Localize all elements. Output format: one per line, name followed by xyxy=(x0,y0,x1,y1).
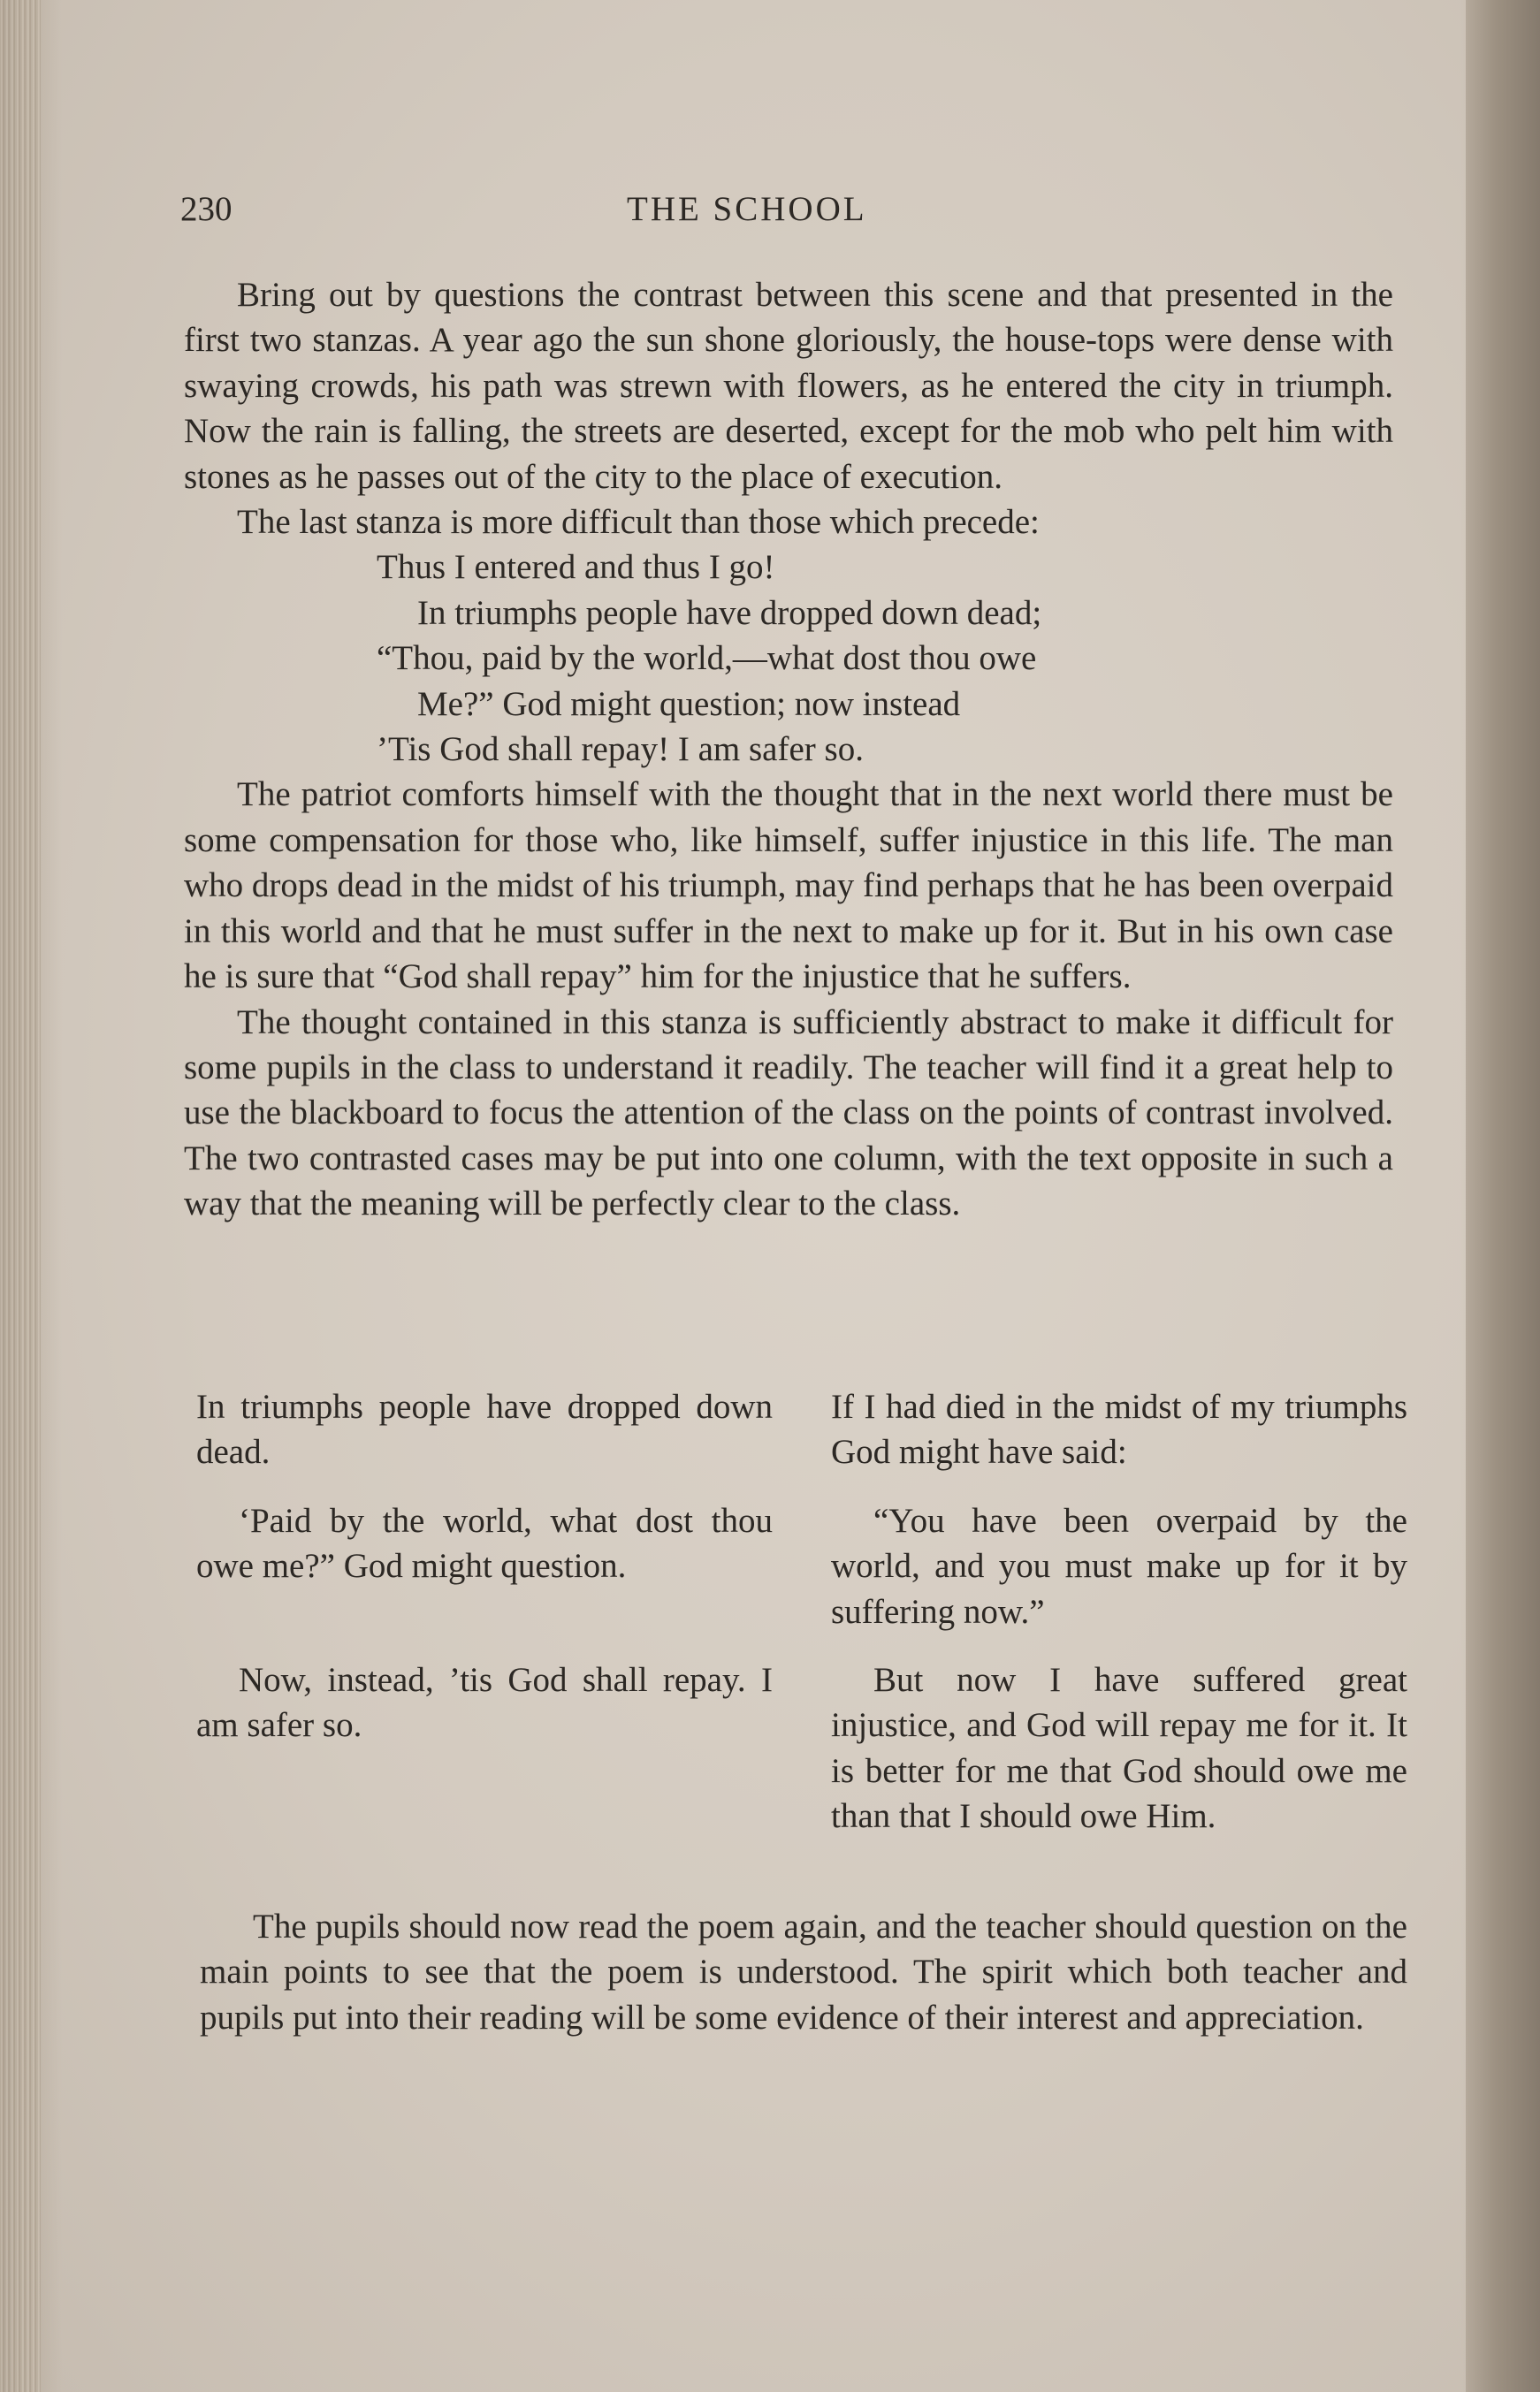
comparison-row xyxy=(196,1384,1407,1475)
comparison-row xyxy=(196,1498,1407,1634)
page-edge-left xyxy=(0,0,41,2392)
body-text xyxy=(184,272,1393,1227)
comparison-left-cell: Now, instead, ’tis God shall repay. I am safer so. xyxy=(196,1661,773,1745)
page-header xyxy=(180,189,1418,233)
running-title: THE SCHOOL xyxy=(627,190,867,228)
verse-quotation xyxy=(184,545,1393,772)
closing-text xyxy=(200,1904,1407,2040)
verse-line: In triumphs people have dropped down dead; xyxy=(417,593,1042,632)
verse-line: “Thou, paid by the world,—what dost thou owe xyxy=(377,639,1037,678)
page-edge-right xyxy=(1466,0,1540,2392)
verse-line: Thus I entered and thus I go! xyxy=(377,548,775,587)
paragraph-contrast: Bring out by questions the contrast between this scene and that presented in the first two stanzas. A year ago the sun shone gloriously, the house-tops were dense with swaying crowds, his path was strewn with flowers, as he entered the city in triumph. Now the rain is falling, the streets are deserted, except for the mob who pelt him with stones as he passes out of the city to the place of execution. xyxy=(184,276,1393,496)
comparison-right-cell: “You have been overpaid by the world, and you must make up for it by suffering now.” xyxy=(831,1501,1407,1631)
paragraph-closing: The pupils should now read the poem again, and the teacher should question on the main points to see that the poem is understood. The spirit which both teacher and pupils put into their reading will be some evidence of their interest and appreciation. xyxy=(200,1908,1407,2037)
verse-line: ’Tis God shall repay! I am safer so. xyxy=(377,730,864,769)
comparison-left-cell: In triumphs people have dropped down dead. xyxy=(196,1388,773,1472)
comparison-row xyxy=(196,1657,1407,1840)
paragraph-last-stanza: The last stanza is more difficult than those which precede: xyxy=(237,503,1040,542)
paragraph-abstract-thought: The thought contained in this stanza is sufficiently abstract to make it difficult for some pupils in the class to understand it readily. The teacher will find it a great help to use the blackboard to focus the attention of the class on the points of contrast involved. The two contrasted cases may be put into one column, with the text opposite in such a way that the meaning will be perfectly clear to the class. xyxy=(184,1002,1393,1223)
page-number: 230 xyxy=(180,190,233,228)
comparison-right-cell: But now I have suffered great injustice, and God will repay me for it. It is better for me that God should owe me than that I should owe Him. xyxy=(831,1661,1407,1836)
comparison-left-cell: ‘Paid by the world, what dost thou owe me?” God might question. xyxy=(196,1501,773,1586)
comparison-right-cell: If I had died in the midst of my triumphs God might have said: xyxy=(831,1388,1407,1472)
verse-line: Me?” God might question; now instead xyxy=(417,684,961,723)
comparison-columns xyxy=(196,1384,1407,1863)
paragraph-patriot: The patriot comforts himself with the thought that in the next world there must be some compensation for those who, like himself, suffer injustice in this life. The man who drops dead in the midst of his triumph, may find perhaps that he has been overpaid in this world and that he must suffer in the next to make up for it. But in his own case he is sure that “God shall repay” him for the injustice that he suffers. xyxy=(184,775,1393,996)
